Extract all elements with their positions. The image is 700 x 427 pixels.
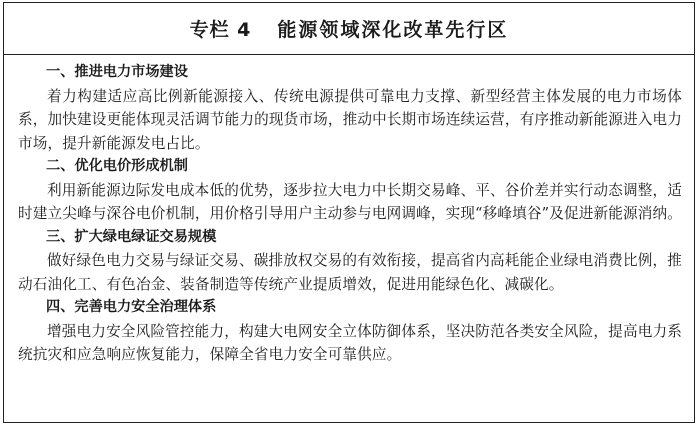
section-green-certificate	[18, 226, 682, 297]
section-body: 做好绿色电力交易与绿证交易、碳排放权交易的有效衔接，提高省内高耗能企业绿电消费比例，推动石油化工、有色冶金、装备制造等传统产业提质增效，促进用能绿色化、减碳化。	[18, 252, 682, 293]
section-heading: 一、推进电力市场建设	[46, 64, 188, 80]
section-pricing	[18, 155, 682, 226]
section-body: 着力构建适应高比例新能源接入、传统电源提供可靠电力支撑、新型经营主体发展的电力市场体系，加快建设更能体现灵活调节能力的现货市场，推动中长期市场连续运营，有序推动新能源进入电力市场，提升新能源发电占比。	[18, 87, 682, 152]
column-label: 专栏 4	[189, 19, 252, 41]
column-content	[18, 61, 682, 367]
section-body: 利用新能源边际发电成本低的优势，逐步拉大电力中长期交易峰、平、谷价差并实行动态调整，适时建立尖峰与深谷电价机制，用价格引导用户主动参与电网调峰，实现“移峰填谷”及促进新能源消纳。	[18, 181, 682, 222]
section-heading: 二、优化电价形成机制	[46, 158, 188, 174]
section-market	[18, 61, 682, 155]
section-heading: 三、扩大绿电绿证交易规模	[46, 228, 217, 245]
section-safety	[18, 296, 682, 367]
section-heading: 四、完善电力安全治理体系	[46, 299, 217, 315]
column-box	[3, 2, 695, 423]
section-body: 增强电力安全风险管控能力，构建大电网安全立体防御体系，坚决防范各类安全风险，提高电力系统抗灾和应急响应恢复能力，保障全省电力安全可靠供应。	[18, 322, 682, 363]
column-title: 能源领域深化改革先行区	[277, 19, 509, 41]
column-title-bar	[4, 3, 694, 55]
